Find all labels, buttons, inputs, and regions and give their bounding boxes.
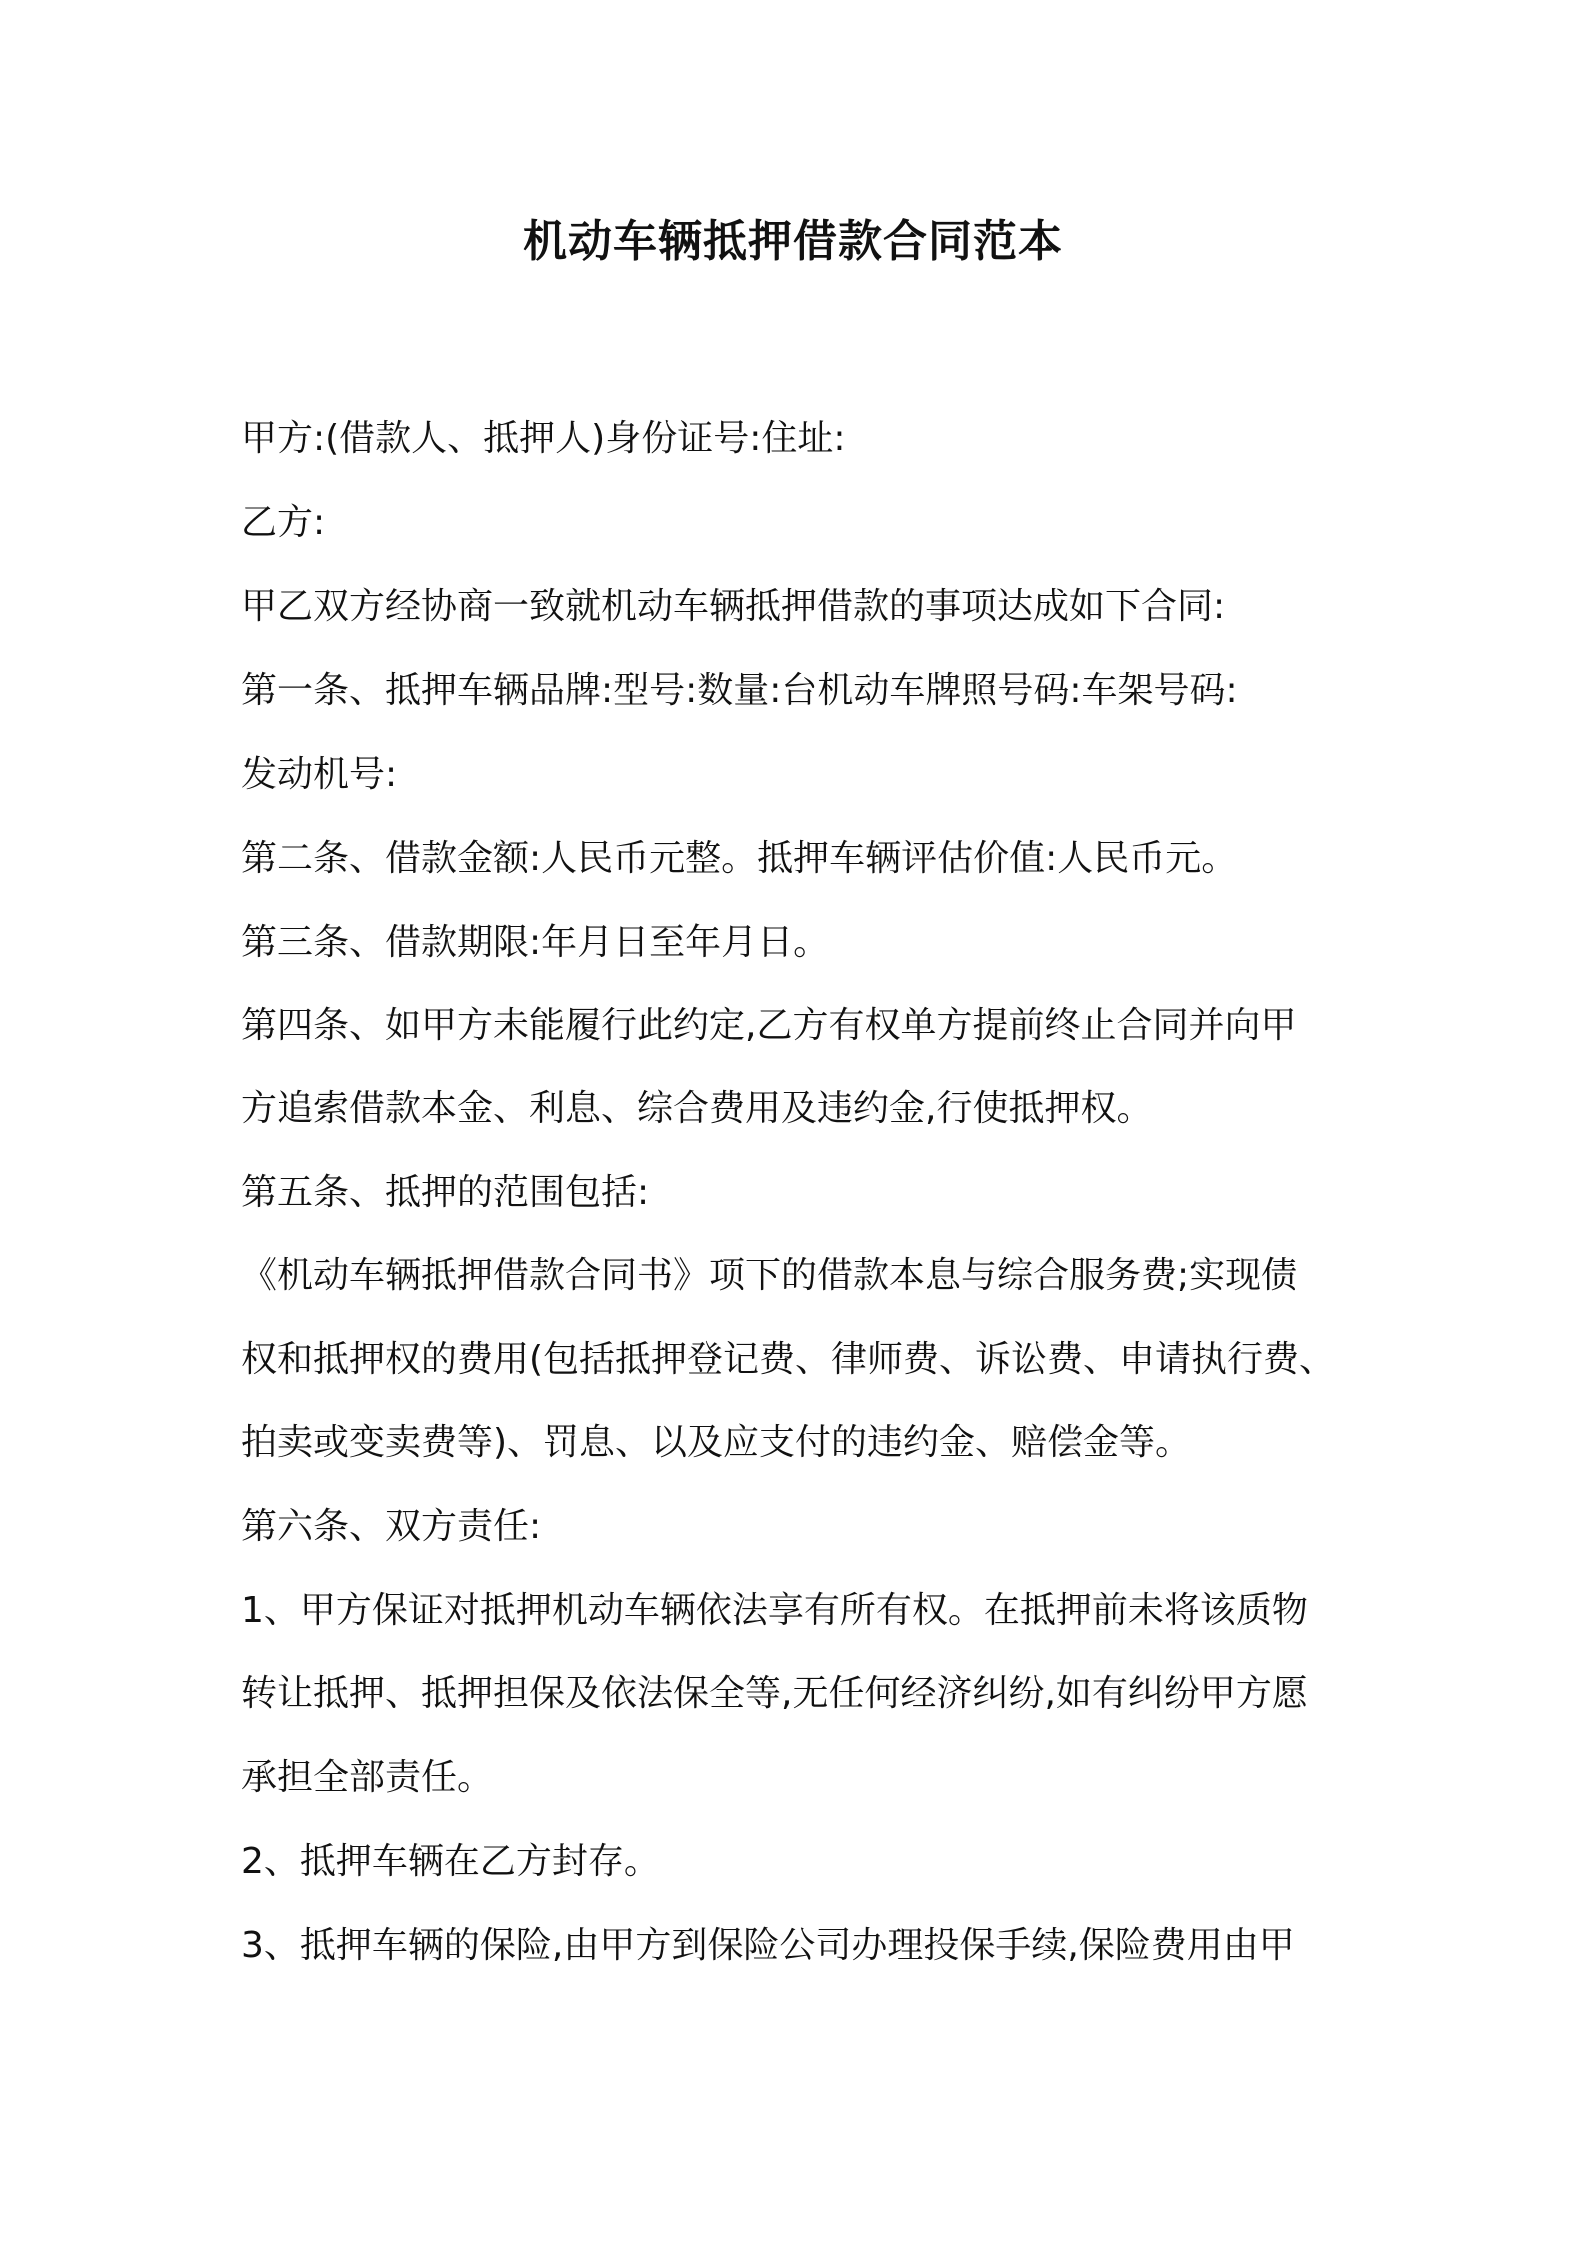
text-line-preamble: 甲乙双方经协商一致就机动车辆抵押借款的事项达成如下合同: (241, 586, 1226, 627)
text-line-article-4: 第四条、如甲方未能履行此约定,乙方有权单方提前终止合同并向甲 (241, 1005, 1297, 1046)
text-line-article-5-body-3: 拍卖或变卖费等)、罚息、以及应支付的违约金、赔偿金等。 (241, 1422, 1192, 1463)
text-line-party-a: 甲方:(借款人、抵押人)身份证号:住址: (241, 418, 846, 459)
text-line-article-5: 第五条、抵押的范围包括: (241, 1172, 650, 1213)
text-line-item-2: 2、抵押车辆在乙方封存。 (241, 1841, 660, 1882)
text-line-item-1-cont-2: 承担全部责任。 (241, 1757, 494, 1798)
text-line-article-1: 第一条、抵押车辆品牌:型号:数量:台机动车牌照号码:车架号码: (241, 670, 1238, 711)
text-line-article-1-cont: 发动机号: (241, 754, 398, 795)
text-line-article-5-body-1: 《机动车辆抵押借款合同书》项下的借款本息与综合服务费;实现债 (241, 1255, 1298, 1296)
text-line-item-3: 3、抵押车辆的保险,由甲方到保险公司办理投保手续,保险费用由甲 (241, 1925, 1295, 1966)
text-line-article-2: 第二条、借款金额:人民币元整。抵押车辆评估价值:人民币元。 (241, 838, 1238, 879)
text-line-item-1: 1、甲方保证对抵押机动车辆依法享有所有权。在抵押前未将该质物 (241, 1590, 1308, 1631)
text-line-article-3: 第三条、借款期限:年月日至年月日。 (241, 922, 830, 963)
document-title: 机动车辆抵押借款合同范本 (523, 216, 1063, 267)
text-line-article-4-cont: 方追索借款本金、利息、综合费用及违约金,行使抵押权。 (241, 1088, 1153, 1129)
text-line-item-1-cont-1: 转让抵押、抵押担保及依法保全等,无任何经济纠纷,如有纠纷甲方愿 (241, 1673, 1308, 1714)
text-line-party-b: 乙方: (241, 502, 326, 543)
text-line-article-6: 第六条、双方责任: (241, 1506, 542, 1547)
text-line-article-5-body-2: 权和抵押权的费用(包括抵押登记费、律师费、诉讼费、申请执行费、 (241, 1339, 1336, 1380)
